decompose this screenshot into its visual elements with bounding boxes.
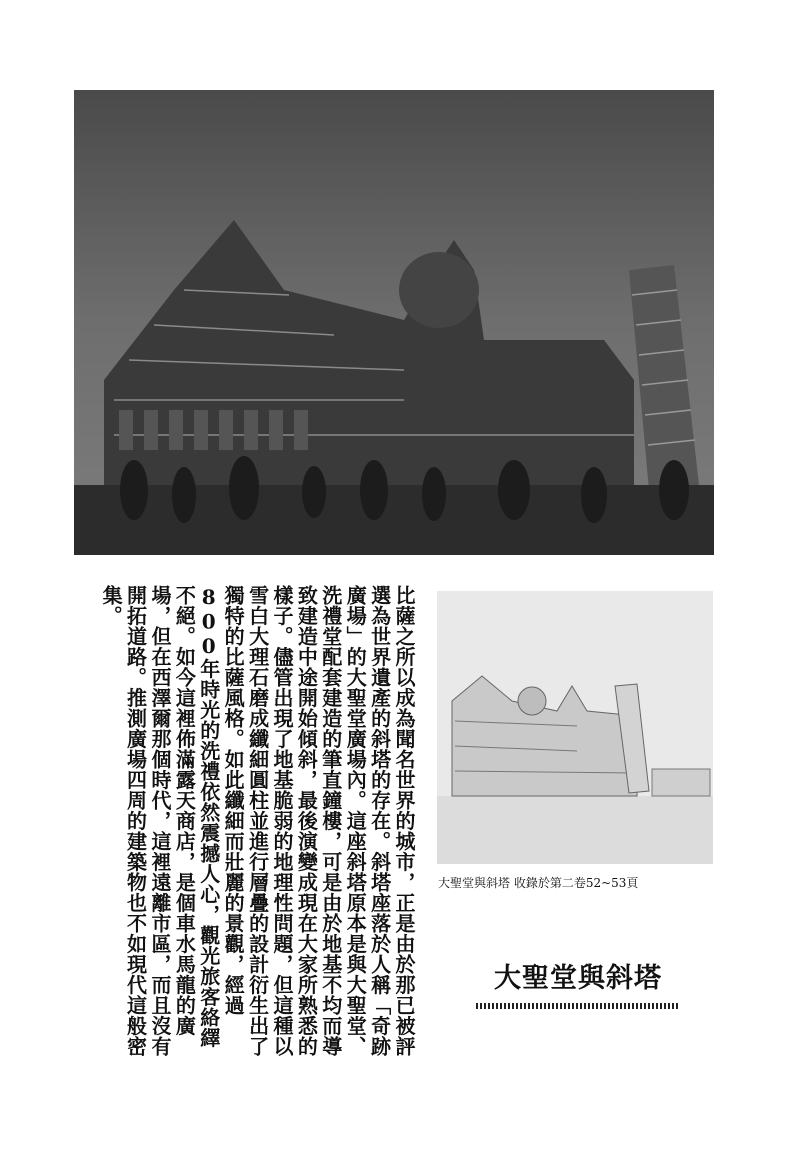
cathedral-sketch xyxy=(437,591,713,864)
cathedral-photo xyxy=(74,90,714,555)
section-title: 大聖堂與斜塔 xyxy=(494,963,662,994)
article-body: 比薩之所以成為聞名世界的城市，正是由於那已被評選為世界遺產的斜塔的存在。斜塔座落於人稱「奇跡廣場」的大聖堂廣場內。這座斜塔原本是與大聖堂、洗禮堂配套建造的筆直鐘樓，可是由於地基不均而導致建造中途開始傾斜，最後演變成現在大家所熟悉的樣子。儘管出現了地基脆弱的地理性問題，但這種以雪白大理石磨成纖細圓柱並進行層疊的設計衍生出了獨特的比薩風格。如此纖細而壯麗的景觀，經過800年時光的洗禮依然震撼人心，觀光旅客絡繹不絕。如今這裡佈滿露天商店，是個車水馬龍的廣場，但在西澤爾那個時代，這裡遠離市區，而且沒有開拓道路。推測廣場四周的建築物也不如現代這般密集。 xyxy=(99,585,416,1057)
title-underline xyxy=(476,1003,680,1009)
illustration-caption: 大聖堂與斜塔 收錄於第二卷52~53頁 xyxy=(438,876,639,890)
